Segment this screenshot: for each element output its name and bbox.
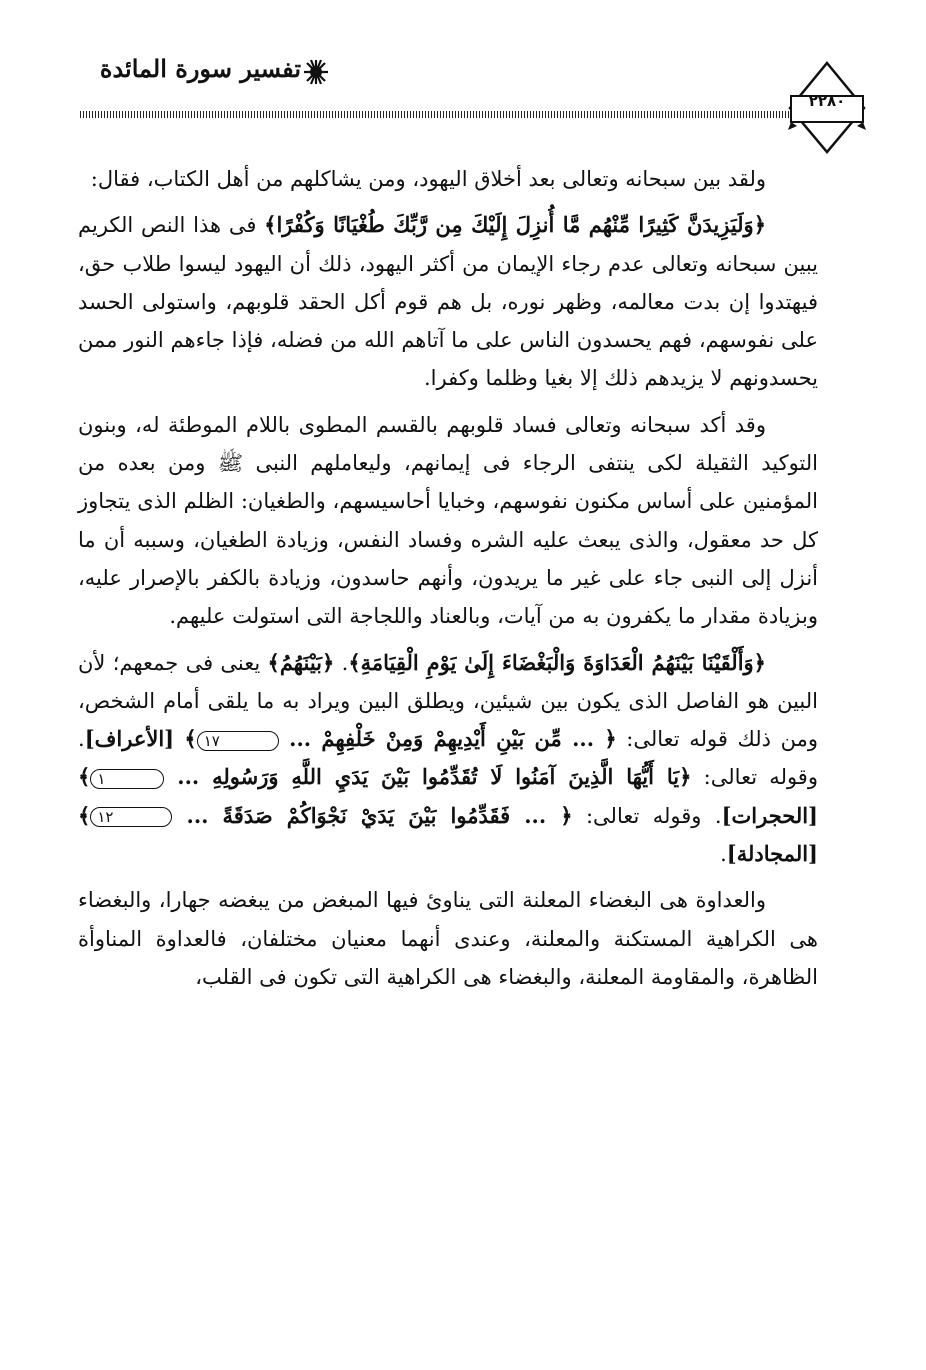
verse-close-bracket: ﴾ [78, 802, 91, 828]
running-title: تفسير سورة المائدة [99, 54, 301, 83]
paragraph-4-text: . وقوله تعالى: [78, 727, 818, 790]
paragraph-3 [78, 406, 818, 636]
page-header [0, 0, 926, 150]
surah-reference: [الأعراف] [84, 726, 185, 752]
quran-verse: ﴿وَأَلْقَيْنَا بَيْنَهُمُ الْعَدَاوَةَ وَالْبَغْضَاءَ إِلَىٰ يَوْمِ الْقِيَامَةِ﴾ [348, 649, 766, 675]
paragraph-2-text: فى هذا النص الكريم يبين سبحانه وتعالى عدم رجاء الإيمان من أكثر اليهود، ذلك أن اليهود ليسوا طلاب حق، فيهتدوا إن بدت معالمه، وظهر نوره، بل هم قوم أكل الحقد قلوبهم، واستولى الحسد على نفوسهم، فهم يحسدون الناس على ما آتاهم الله من فضله، فإذا جاءهم النور ممن يحسدونهم لا يزيدهم ذلك إلا بغيا وظلما وكفرا. [78, 213, 818, 391]
paragraph-4 [78, 644, 818, 874]
paragraph-1 [78, 160, 818, 198]
paragraph-1-text: ولقد بين سبحانه وتعالى بعد أخلاق اليهود، ومن يشاكلهم من أهل الكتاب، فقال: [90, 167, 766, 191]
ayah-number-marker: ١٧ [197, 731, 279, 751]
separator: . [334, 650, 349, 675]
page-body [78, 160, 818, 996]
paragraph-5-text: والعداوة هى البغضاء المعلنة التى يناوئ فيها المبغض من يبغضه جهارا، والبغضاء هى الكراهية المستكنة والمعلنة، وعندى أنهما معنيان مختلفان، فالعداوة المناوأة الظاهرة، والمقاومة المعلنة، والبغضاء هى الكراهية التى تكون فى القلب، [78, 888, 818, 989]
paragraph-4-end: . [720, 842, 727, 867]
header-rule-line [80, 111, 790, 118]
surah-reference: [الحجرات] [721, 802, 818, 828]
quran-verse: ﴿ ... فَقَدِّمُوا بَيْنَ يَدَيْ نَجْوَاكُمْ صَدَقَةً ... [172, 802, 573, 828]
page-number: ٢٢٨٠ [808, 92, 846, 110]
paragraph-2 [78, 206, 818, 397]
verse-close-bracket: ﴾ [184, 726, 197, 752]
paragraph-3-text: وقد أكد سبحانه وتعالى فساد قلوبهم بالقسم المطوى باللام الموطئة له، وبنون التوكيد الثقيلة لكى ينتفى الرجاء فى إيمانهم، وليعاملهم النبى ﷺ ومن بعده من المؤمنين على أساس مكنون نفوسهم، وخبايا أحاسيسهم، والطغيان: الظلم الذى يتجاوز كل حد معقول، والذى يبعث عليه الشره وفساد النفس، وزيادة الطغيان، وسببه أن ما أنزل إلى النبى جاء على غير ما يريدون، وأنهم حاسدون، وزيادة بالكفر بالإصرار عليه، وبزيادة مقدار ما يكفرون به من آيات، وبالعناد واللجاجة التى استولت عليهم. [78, 412, 818, 629]
flower-ornament-icon [302, 58, 330, 86]
paragraph-4-text: . وقوله تعالى: [572, 803, 722, 828]
ayah-number-marker: ١٢ [90, 807, 172, 827]
surah-reference: [المجادلة] [726, 841, 818, 867]
verse-close-bracket: ﴾ [78, 764, 91, 790]
quran-verse: ﴿يَا أَيُّهَا الَّذِينَ آمَنُوا لَا تُقَدِّمُوا بَيْنَ يَدَيِ اللَّهِ وَرَسُولِهِ ... [164, 764, 692, 790]
quran-verse: ﴿وَلَيَزِيدَنَّ كَثِيرًا مِّنْهُم مَّا أُنزِلَ إِلَيْكَ مِن رَّبِّكَ طُغْيَانًا وَكُفْرًا﴾ [264, 212, 766, 238]
ayah-number-marker: ١ [90, 769, 164, 789]
paragraph-5 [78, 881, 818, 996]
quran-verse: ﴿بَيْنَهُمُ﴾ [267, 649, 335, 675]
quran-verse: ﴿ ... مِّن بَيْنِ أَيْدِيهِمْ وَمِنْ خَلْفِهِمْ ... [278, 726, 617, 752]
paragraph-4-text: يعنى فى جمعهم؛ لأن البين هو الفاصل الذى يكون بين شيئين، ويطلق البين ويراد به ما يلقى أمام الشخص، ومن ذلك قوله تعالى: [78, 650, 819, 752]
